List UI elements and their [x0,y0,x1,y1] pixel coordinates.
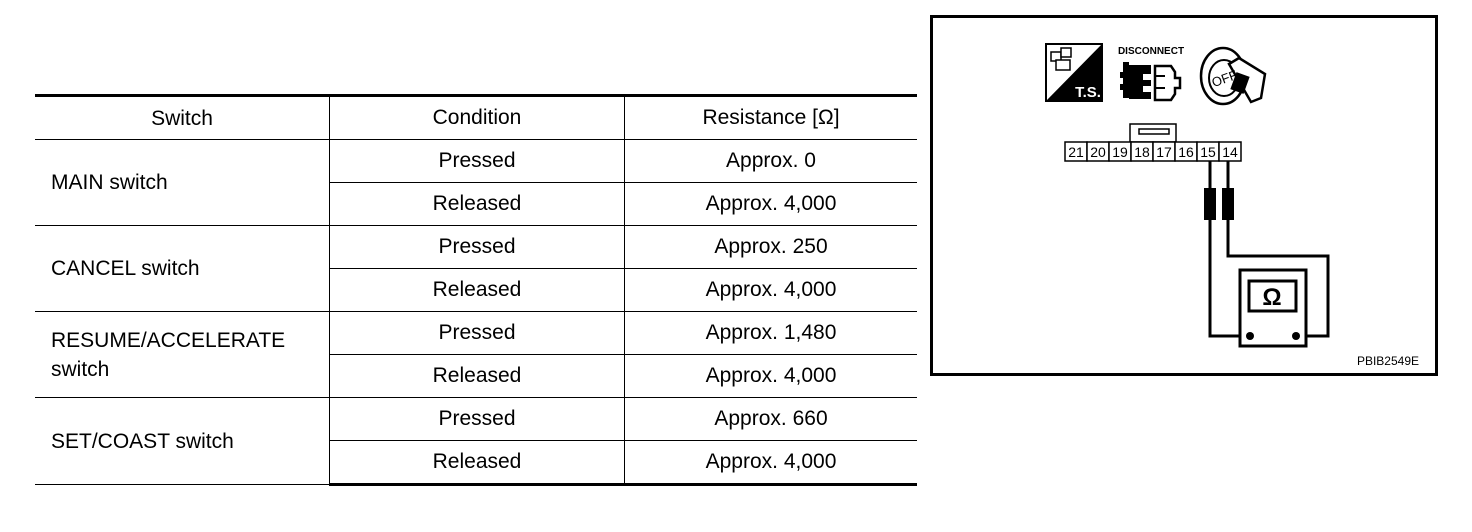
table-row [35,398,917,441]
terminal-number-20: 20 [1090,144,1106,160]
resistance-cell: Approx. 250 [625,226,918,269]
condition-cell: Released [330,355,625,398]
switch-name-cell: CANCEL switch [35,226,330,312]
ts-label: T.S. [1075,84,1101,101]
probe-plug-left [1204,188,1216,220]
ohmmeter [1240,270,1306,346]
disconnect-label: DISCONNECT [1117,46,1185,57]
condition-cell: Released [330,269,625,312]
resistance-spec-table [35,94,917,486]
switch-name-cell: MAIN switch [35,140,330,226]
table-row [35,226,917,269]
resistance-cell: Approx. 1,480 [625,312,918,355]
terminal-number-17: 17 [1156,144,1172,160]
terminal-number-14: 14 [1222,144,1238,160]
table-header-row [35,96,917,140]
resistance-cell: Approx. 4,000 [625,355,918,398]
condition-cell: Released [330,183,625,226]
condition-cell: Pressed [330,398,625,441]
probe-plug-right [1222,188,1234,220]
wiring-diagram [933,18,1435,373]
connector-terminals [1065,124,1241,161]
terminal-number-16: 16 [1178,144,1194,160]
resistance-cell: Approx. 660 [625,398,918,441]
figure-code: PBIB2549E [1356,354,1419,368]
condition-cell: Pressed [330,140,625,183]
resistance-cell: Approx. 0 [625,140,918,183]
ts-icon [1046,44,1102,101]
resistance-cell: Approx. 4,000 [625,269,918,312]
condition-cell: Pressed [330,226,625,269]
resistance-cell: Approx. 4,000 [625,183,918,226]
table-row [35,312,917,355]
terminal-number-21: 21 [1068,144,1084,160]
ignition-key-off-icon [1201,48,1265,104]
condition-cell: Released [330,441,625,485]
disconnect-icon [1118,46,1184,100]
terminal-number-19: 19 [1112,144,1128,160]
terminal-number-18: 18 [1134,144,1150,160]
resistance-cell: Approx. 4,000 [625,441,918,485]
ohm-symbol: Ω [1262,284,1282,311]
key-off-label: OFF [1209,67,1240,91]
wiring-diagram-figure [930,15,1438,376]
switch-name-cell: SET/COAST switch [35,398,330,485]
header-switch: Switch [35,96,330,140]
condition-cell: Pressed [330,312,625,355]
header-condition: Condition [330,96,625,140]
header-resistance: Resistance [Ω] [625,96,918,140]
terminal-number-15: 15 [1200,144,1216,160]
table-row [35,140,917,183]
switch-name-cell: RESUME/ACCELERATE switch [35,312,330,398]
